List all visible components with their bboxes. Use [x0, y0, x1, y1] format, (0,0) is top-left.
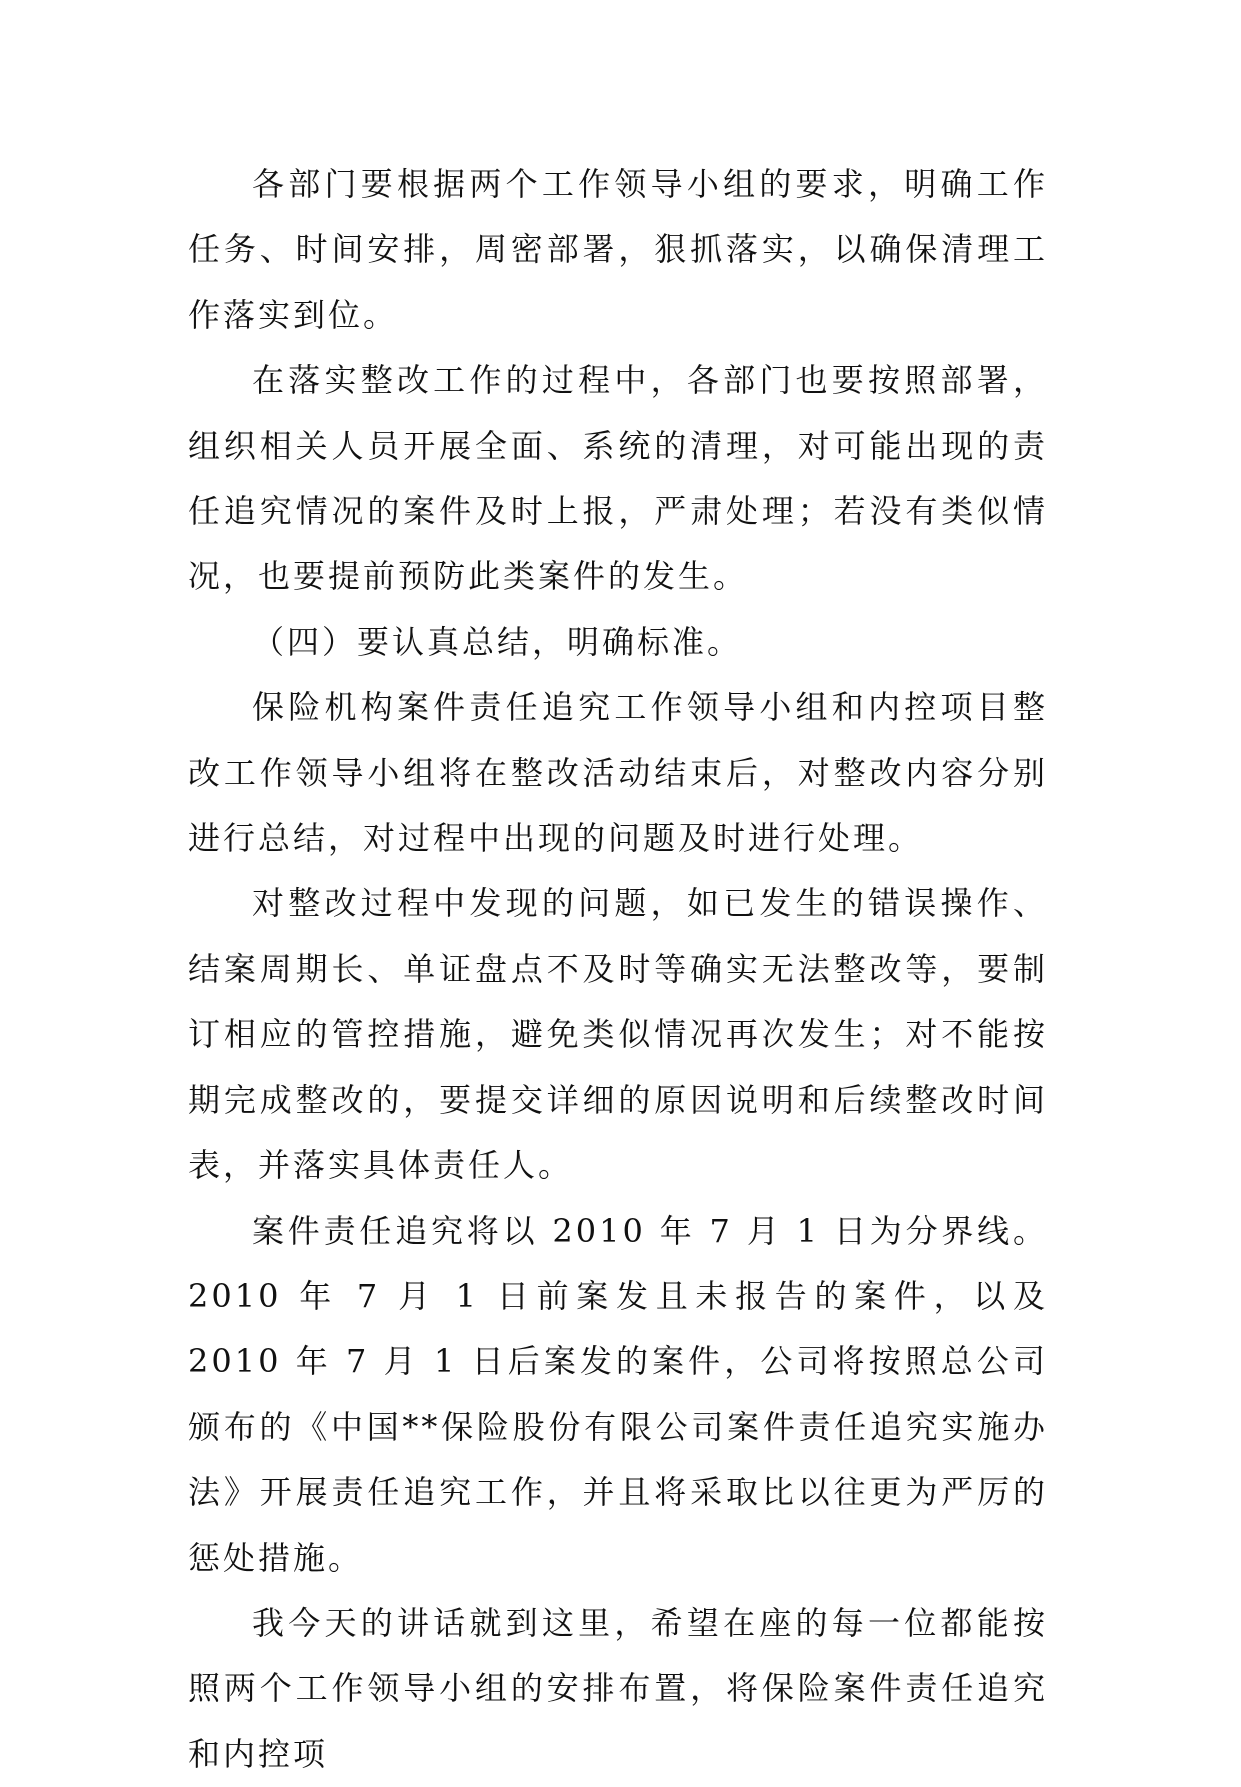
paragraph-department-requirements: 各部门要根据两个工作领导小组的要求，明确工作任务、时间安排，周密部署，狠抓落实，以确保清理工作落实到位。 — [188, 165, 1048, 334]
section-heading-four: （四）要认真总结，明确标准。 — [252, 622, 743, 661]
paragraph-problem-handling: 对整改过程中发现的问题，如已发生的错误操作、结案周期长、单证盘点不及时等确实无法整改等，要制订相应的管控措施，避免类似情况再次发生；对不能按期完成整改的，要提交详细的原因说明和后续整改时间表，并落实具体责任人。 — [188, 884, 1048, 1185]
paragraph-accountability-date: 案件责任追究将以 2010 年 7 月 1 日为分界线。2010 年 7 月 1 日前案发且未报告的案件，以及 2010 年 7 月 1 日后案发的案件，公司将按照总公司颁布的《中国**保险股份有限公司案件责任追究实施办法》开展责任追究工作，并且将采取比以往更为严厉的惩处措施。 — [188, 1211, 1048, 1577]
paragraph-closing-remarks: 我今天的讲话就到这里，希望在座的每一位都能按照两个工作领导小组的安排布置，将保险案件责任追究和内控项 — [188, 1603, 1048, 1773]
paragraph-rectification-process: 在落实整改工作的过程中，各部门也要按照部署，组织相关人员开展全面、系统的清理，对可能出现的责任追究情况的案件及时上报，严肃处理；若没有类似情况，也要提前预防此类案件的发生。 — [188, 361, 1048, 596]
document-body — [188, 152, 1048, 1787]
paragraph-summary-work: 保险机构案件责任追究工作领导小组和内控项目整改工作领导小组将在整改活动结束后，对整改内容分别进行总结，对过程中出现的问题及时进行处理。 — [188, 688, 1048, 858]
